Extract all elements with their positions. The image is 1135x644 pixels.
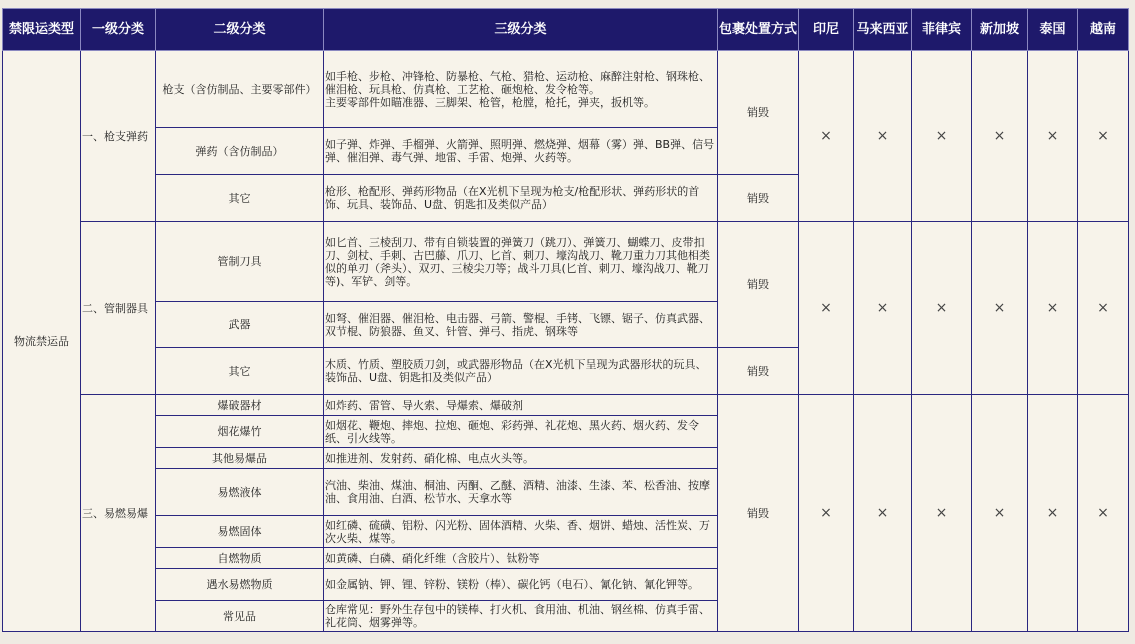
table-row bbox=[3, 51, 1129, 128]
level3-text: 主要零部件如瞄准器、三脚架、枪管，枪膛，枪托，弹夹，扳机等。 bbox=[325, 95, 655, 109]
prohibited-mark-thailand: × bbox=[1028, 51, 1078, 222]
prohibited-mark-philippines: × bbox=[912, 222, 972, 395]
header-level2: 二级分类 bbox=[156, 9, 324, 51]
prohibited-mark-thailand: × bbox=[1028, 395, 1078, 632]
level3-text: 如黄磷、白磷、硝化纤维（含胶片）、钛粉等 bbox=[325, 551, 540, 565]
level3-text: 木质、竹质、塑胶质刀剑，或武器形物品（在X光机下呈现为武器形状的玩具、装饰品、U盘、钥匙扣及类似产品） bbox=[325, 358, 707, 384]
level3-text: 如炸药、雷管、导火索、导爆索、爆破剂 bbox=[325, 398, 523, 412]
level2-cell: 其它 bbox=[156, 348, 324, 395]
prohibited-mark-indonesia: × bbox=[799, 222, 854, 395]
level2-cell: 遇水易燃物质 bbox=[156, 569, 324, 601]
level3-cell bbox=[324, 516, 718, 548]
level2-cell: 管制刀具 bbox=[156, 222, 324, 302]
prohibited-mark-philippines: × bbox=[912, 51, 972, 222]
level1-cell: 二、管制器具 bbox=[81, 222, 156, 395]
level3-text: 如烟花、鞭炮、摔炮、拉炮、砸炮、彩药弹、礼花炮、黑火药、烟火药、发令纸、引火线等。 bbox=[325, 418, 699, 445]
level3-cell bbox=[324, 395, 718, 416]
header-philippines: 菲律宾 bbox=[912, 9, 972, 51]
type-cell: 物流禁运品 bbox=[3, 51, 81, 632]
level3-cell bbox=[324, 302, 718, 348]
level2-cell: 弹药（含仿制品） bbox=[156, 128, 324, 175]
level3-text: 仓库常见：野外生存包中的镁棒、打火机、食用油、机油、钢丝棉、仿真手雷、礼花筒、烟雾弹等。 bbox=[325, 603, 710, 629]
level3-cell bbox=[324, 222, 718, 302]
prohibited-mark-singapore: × bbox=[972, 395, 1028, 632]
level2-cell: 武器 bbox=[156, 302, 324, 348]
level3-text: 如红磷、硫磺、铝粉、闪光粉、固体酒精、火柴、香、烟饼、蜡烛、活性炭、万次火柴、煤等。 bbox=[325, 518, 710, 545]
level3-cell bbox=[324, 348, 718, 395]
prohibited-items-table bbox=[2, 8, 1129, 632]
level3-cell bbox=[324, 128, 718, 175]
level3-text: 如手枪、步枪、冲锋枪、防暴枪、气枪、猎枪、运动枪、麻醉注射枪、钢珠枪、催泪枪、玩具枪、仿真枪、工艺枪、砸炮枪、发令枪等。 bbox=[325, 69, 710, 96]
prohibited-mark-singapore: × bbox=[972, 51, 1028, 222]
prohibited-mark-singapore: × bbox=[972, 222, 1028, 395]
prohibited-mark-vietnam: × bbox=[1078, 222, 1129, 395]
level3-text: 汽油、柴油、煤油、桐油、丙酮、乙醚、酒精、油漆、生漆、苯、松香油、按摩油、食用油、白酒、松节水、天拿水等 bbox=[325, 479, 710, 505]
level3-text: 如匕首、三棱刮刀、带有自锁装置的弹簧刀（跳刀）、弹簧刀、蝴蝶刀、皮带扣刀、剑杖、手刺、古巴藤、爪刀、匕首、刺刀、壕沟战刀、靴刀重力刀其他相类似的单刃（斧头）、双刃、三棱尖刀等；战斗刀具(匕首、刺刀、壕沟战刀、靴刀等)、军铲、剑等。 bbox=[325, 235, 710, 288]
level3-cell bbox=[324, 601, 718, 632]
header-level3: 三级分类 bbox=[324, 9, 718, 51]
level2-cell: 常见品 bbox=[156, 601, 324, 632]
prohibited-mark-philippines: × bbox=[912, 395, 972, 632]
header-type: 禁限运类型 bbox=[3, 9, 81, 51]
header-malaysia: 马来西亚 bbox=[854, 9, 912, 51]
disposal-cell: 销毁 bbox=[718, 348, 799, 395]
header-row bbox=[3, 9, 1129, 51]
level3-cell bbox=[324, 448, 718, 469]
table-row bbox=[3, 222, 1129, 302]
prohibited-mark-malaysia: × bbox=[854, 51, 912, 222]
level2-cell: 爆破器材 bbox=[156, 395, 324, 416]
prohibited-mark-vietnam: × bbox=[1078, 395, 1129, 632]
level3-text: 如弩、催泪器、催泪枪、电击器、弓箭、警棍、手铐、飞镖、锯子、仿真武器、双节棍、防狼器、鱼叉、针管、弹弓、指虎、钢珠等 bbox=[325, 311, 710, 338]
disposal-cell: 销毁 bbox=[718, 175, 799, 222]
level2-cell: 烟花爆竹 bbox=[156, 416, 324, 448]
level3-cell bbox=[324, 548, 718, 569]
level3-cell bbox=[324, 569, 718, 601]
prohibited-mark-vietnam: × bbox=[1078, 51, 1129, 222]
prohibited-mark-indonesia: × bbox=[799, 51, 854, 222]
table-row bbox=[3, 395, 1129, 416]
level2-cell: 其他易爆品 bbox=[156, 448, 324, 469]
level2-cell: 其它 bbox=[156, 175, 324, 222]
level3-cell bbox=[324, 51, 718, 128]
level3-cell bbox=[324, 469, 718, 516]
header-vietnam: 越南 bbox=[1078, 9, 1129, 51]
level3-cell bbox=[324, 416, 718, 448]
level3-text: 如推进剂、发射药、硝化棉、电点火头等。 bbox=[325, 451, 534, 465]
prohibited-mark-malaysia: × bbox=[854, 222, 912, 395]
header-level1: 一级分类 bbox=[81, 9, 156, 51]
level2-cell: 易燃液体 bbox=[156, 469, 324, 516]
level3-cell bbox=[324, 175, 718, 222]
level3-text: 如金属钠、钾、锂、锌粉、镁粉（棒）、碳化钙（电石）、氰化钠、氰化钾等。 bbox=[325, 578, 699, 591]
disposal-cell: 销毁 bbox=[718, 51, 799, 175]
level2-cell: 易燃固体 bbox=[156, 516, 324, 548]
prohibited-mark-indonesia: × bbox=[799, 395, 854, 632]
header-indonesia: 印尼 bbox=[799, 9, 854, 51]
level1-cell: 一、枪支弹药 bbox=[81, 51, 156, 222]
header-singapore: 新加坡 bbox=[972, 9, 1028, 51]
prohibited-mark-malaysia: × bbox=[854, 395, 912, 632]
header-thailand: 泰国 bbox=[1028, 9, 1078, 51]
header-disposal: 包裹处置方式 bbox=[718, 9, 799, 51]
level2-cell: 自燃物质 bbox=[156, 548, 324, 569]
level3-text: 枪形、枪配形、弹药形物品（在X光机下呈现为枪支/枪配形状、弹药形状的首饰、玩具、装饰品、U盘、钥匙扣及类似产品） bbox=[325, 185, 700, 211]
disposal-cell: 销毁 bbox=[718, 395, 799, 632]
prohibited-mark-thailand: × bbox=[1028, 222, 1078, 395]
level1-cell: 三、易燃易爆 bbox=[81, 395, 156, 632]
level2-cell: 枪支（含仿制品、主要零部件） bbox=[156, 51, 324, 128]
disposal-cell: 销毁 bbox=[718, 222, 799, 348]
level3-text: 如子弹、炸弹、手榴弹、火箭弹、照明弹、燃烧弹、烟幕（雾）弹、BB弹、信号弹、催泪弹、毒气弹、地雷、手雷、炮弹、火药等。 bbox=[325, 138, 715, 164]
